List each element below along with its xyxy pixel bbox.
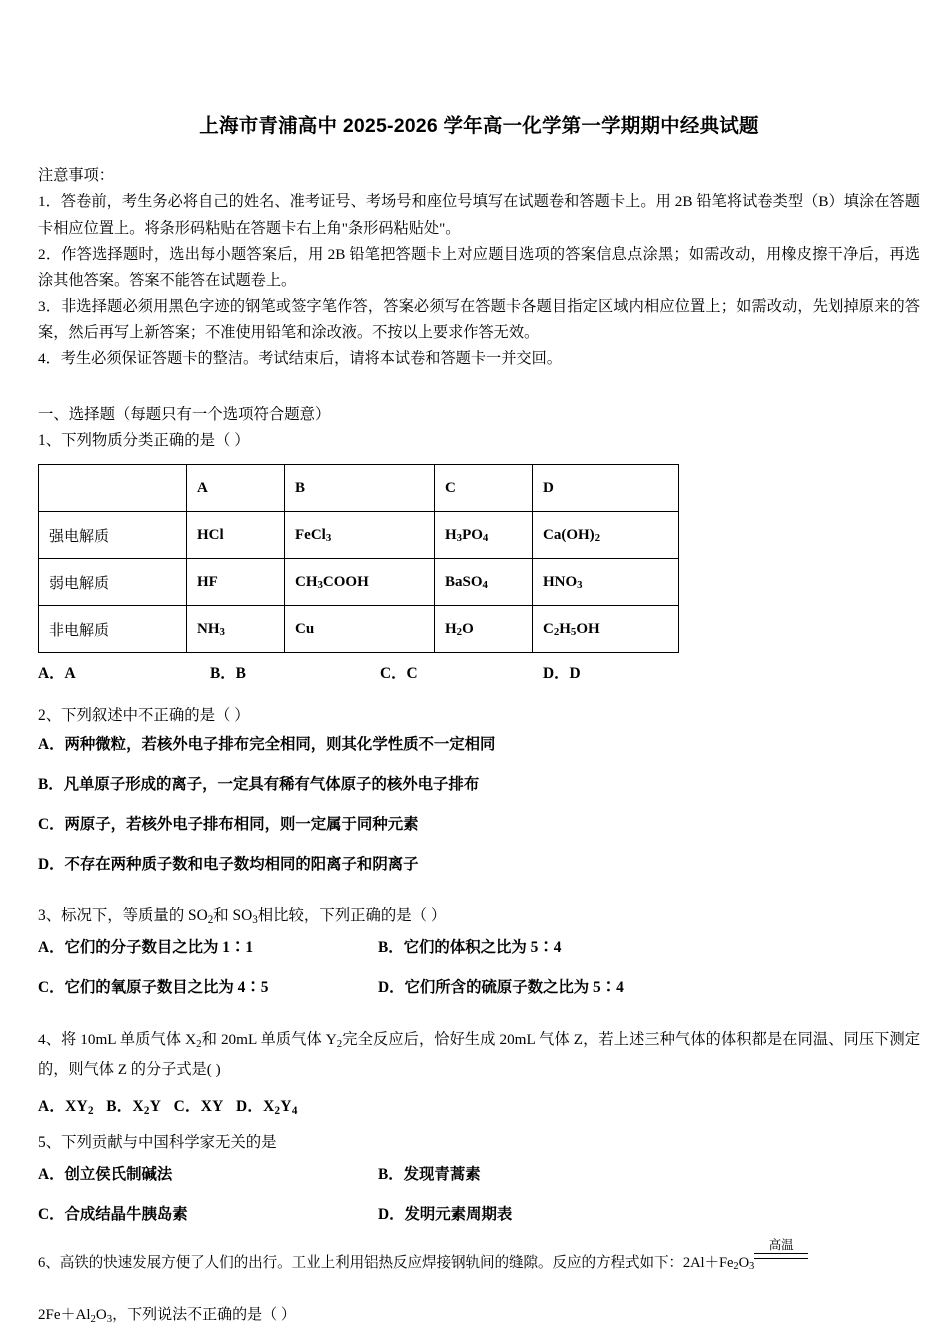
question-2-options xyxy=(38,733,920,893)
question-2-option-a[interactable]: A．两种微粒，若核外电子排布完全相同，则其化学性质不一定相同 xyxy=(38,736,496,754)
question-1-stem: 1、下列物质分类正确的是（ ） xyxy=(38,432,250,450)
question-2-option-d[interactable]: D．不存在两种质子数和电子数均相同的阳离子和阴离子 xyxy=(38,856,419,874)
row-label-strong-electrolyte: 强电解质 xyxy=(39,512,187,559)
question-4-options xyxy=(38,1094,920,1120)
page-title: 上海市青浦高中 2025-2026 学年高一化学第一学期期中经典试题 xyxy=(199,115,759,137)
table-header-d: D xyxy=(533,465,679,512)
question-5-option-c[interactable]: C．合成结晶牛胰岛素 xyxy=(38,1205,188,1223)
question-4-option-b[interactable]: B．$X_2Y$ xyxy=(106,1097,162,1117)
question-3-option-c[interactable]: C．它们的氧原子数目之比为 4∶5 xyxy=(38,978,269,996)
cell-weak-b: $CH_3COOH$ xyxy=(285,559,435,606)
question-6-stem-line-2 xyxy=(38,1303,920,1327)
table-row xyxy=(39,512,679,559)
question-3-option-b[interactable]: B．它们的体积之比为 5∶4 xyxy=(378,938,562,956)
question-3-stem xyxy=(38,903,920,929)
question-5-option-b[interactable]: B．发现青蒿素 xyxy=(378,1165,481,1183)
question-5-stem: 5、下列贡献与中国科学家无关的是 xyxy=(38,1133,277,1151)
question-4-stem xyxy=(38,1025,920,1086)
cell-weak-a: HF xyxy=(187,559,285,606)
question-4-option-d[interactable]: D．$X_2Y_4$ xyxy=(236,1097,298,1117)
question-5 xyxy=(38,1130,920,1242)
question-1 xyxy=(38,428,920,689)
cell-weak-d: $HNO_3$ xyxy=(533,559,679,606)
question-3-options-row-2 xyxy=(38,975,920,1015)
cell-non-a: $NH_3$ xyxy=(187,606,285,653)
question-5-options xyxy=(38,1162,920,1242)
cell-strong-a: HCl xyxy=(187,512,285,559)
question-1-options xyxy=(38,661,920,689)
question-5-option-a[interactable]: A．创立侯氏制碱法 xyxy=(38,1165,173,1183)
table-header-row xyxy=(39,465,679,512)
question-5-options-row-1 xyxy=(38,1162,920,1202)
question-4-stem-c: 完全反应后，恰好生成 20mL 气体 Z，若上述三种气体的体积都是在同 xyxy=(342,1030,813,1048)
question-1-option-d[interactable]: D．D xyxy=(543,665,581,683)
so2-subscript: 2 xyxy=(207,913,214,926)
question-3-options-row-1 xyxy=(38,935,920,975)
question-6-stem-post: ，下列说法不正确的是（ ） xyxy=(112,1307,296,1324)
cell-non-d: $C_2H_5OH$ xyxy=(533,606,679,653)
cell-weak-c: BaSO$_4$ xyxy=(435,559,533,606)
notice-heading: 注意事项： xyxy=(38,167,114,185)
question-1-option-a[interactable]: A．A xyxy=(38,665,76,683)
question-3 xyxy=(38,903,920,1015)
fe2-subscript: 2 xyxy=(733,1261,739,1273)
question-4-option-a[interactable]: A．$XY_2$ xyxy=(38,1097,94,1117)
question-3-stem-mid: 和 SO xyxy=(213,907,253,925)
question-4-stem-a: 4、将 10mL 单质气体 X xyxy=(38,1030,197,1048)
question-3-options xyxy=(38,935,920,1015)
question-6-stem-line-1 xyxy=(38,1238,920,1275)
table-header-a: A xyxy=(187,465,285,512)
question-5-option-d[interactable]: D．发明元素周期表 xyxy=(378,1205,513,1223)
question-1-option-b[interactable]: B．B xyxy=(210,665,246,683)
question-6-stem-pre: 6、高铁的快速发展方便了人们的出行。工业上利用铝热反应焊接钢轨间的缝隙。反应的方程式如下：2Al＋Fe xyxy=(38,1254,734,1271)
question-4-stem-line2: 温、同压下测定的，则气体 Z 的分子式是( ) xyxy=(38,1030,921,1079)
reaction-equals-arrow-icon xyxy=(754,1238,808,1267)
o3-subscript: 3 xyxy=(749,1261,755,1273)
notice-item-2: 2．作答选择题时，选出每小题答案后，用 2B 铅笔把答题卡上对应题目选项的答案信息点涂黑；如需改动，用橡皮擦干净后，再选涂其他答案。答案不能答在试题卷上。 xyxy=(38,245,920,289)
table-row xyxy=(39,606,679,653)
question-3-stem-post: 相比较，下列正确的是（ ） xyxy=(257,907,447,925)
table-header-b: B xyxy=(285,465,435,512)
section-heading: 一、选择题（每题只有一个选项符合题意） xyxy=(38,406,331,424)
o3-subscript-2: 3 xyxy=(106,1312,113,1325)
question-6-products-pre: 2Fe＋Al xyxy=(38,1307,91,1324)
question-6-products-oxygen: O xyxy=(95,1307,107,1324)
al2-subscript: 2 xyxy=(90,1312,96,1325)
cell-strong-c: $H_3PO_4$ xyxy=(435,512,533,559)
cell-strong-d: $Ca(OH)_2$ xyxy=(533,512,679,559)
row-label-non-electrolyte: 非电解质 xyxy=(39,606,187,653)
question-2-stem: 2、下列叙述中不正确的是（ ） xyxy=(38,707,250,725)
notice-item-4: 4．考生必须保证答题卡的整洁。考试结束后，请将本试卷和答题卡一并交回。 xyxy=(38,350,562,368)
question-6-oxygen: O xyxy=(738,1254,750,1271)
page-content xyxy=(38,0,920,1327)
reaction-condition-label: 高温 xyxy=(768,1238,794,1253)
notice-item-1: 1．答卷前，考生务必将自己的姓名、准考证号、考场号和座位号填写在试题卷和答题卡上。用 2B 铅笔将试卷类型（B）填涂在答题卡相应位置上。将条形码粘贴在答题卡右上角"条形码粘贴处"。 xyxy=(38,193,920,237)
question-2-option-c[interactable]: C．两原子，若核外电子排布相同，则一定属于同种元素 xyxy=(38,816,419,834)
question-4 xyxy=(38,1025,920,1120)
classification-table xyxy=(38,464,679,653)
question-3-option-d[interactable]: D．它们所含的硫原子数之比为 5∶4 xyxy=(378,978,624,996)
question-3-stem-pre: 3、标况下，等质量的 SO xyxy=(38,907,208,925)
x2-subscript: 2 xyxy=(196,1037,202,1050)
y2-subscript: 2 xyxy=(336,1037,343,1050)
notice-item-3: 3．非选择题必须用黑色字迹的钢笔或签字笔作答，答案必须写在答题卡各题目指定区域内相应位置上；如需改动，先划掉原来的答案，然后再写上新答案；不准使用铅笔和涂改液。不按以上要求作答无效。 xyxy=(38,298,920,342)
row-label-weak-electrolyte: 弱电解质 xyxy=(39,559,187,606)
reaction-arrow-group xyxy=(754,1238,808,1275)
question-2 xyxy=(38,703,920,893)
cell-non-b: Cu xyxy=(285,606,435,653)
cell-strong-b: FeCl$_3$ xyxy=(285,512,435,559)
table-corner-cell xyxy=(39,465,187,512)
question-6 xyxy=(38,1238,920,1327)
question-4-stem-b: 和 20mL 单质气体 Y xyxy=(201,1030,337,1048)
table-row xyxy=(39,559,679,606)
question-4-option-c[interactable]: C．XY xyxy=(173,1097,224,1115)
notice-section xyxy=(38,163,920,372)
cell-non-c: $H_2O$ xyxy=(435,606,533,653)
table-header-c: C xyxy=(435,465,533,512)
question-2-option-b[interactable]: B．凡单原子形成的离子，一定具有稀有气体原子的核外电子排布 xyxy=(38,776,480,794)
question-1-option-c[interactable]: C．C xyxy=(380,665,418,683)
so3-subscript: 3 xyxy=(252,913,258,926)
question-3-option-a[interactable]: A．它们的分子数目之比为 1∶1 xyxy=(38,938,254,956)
